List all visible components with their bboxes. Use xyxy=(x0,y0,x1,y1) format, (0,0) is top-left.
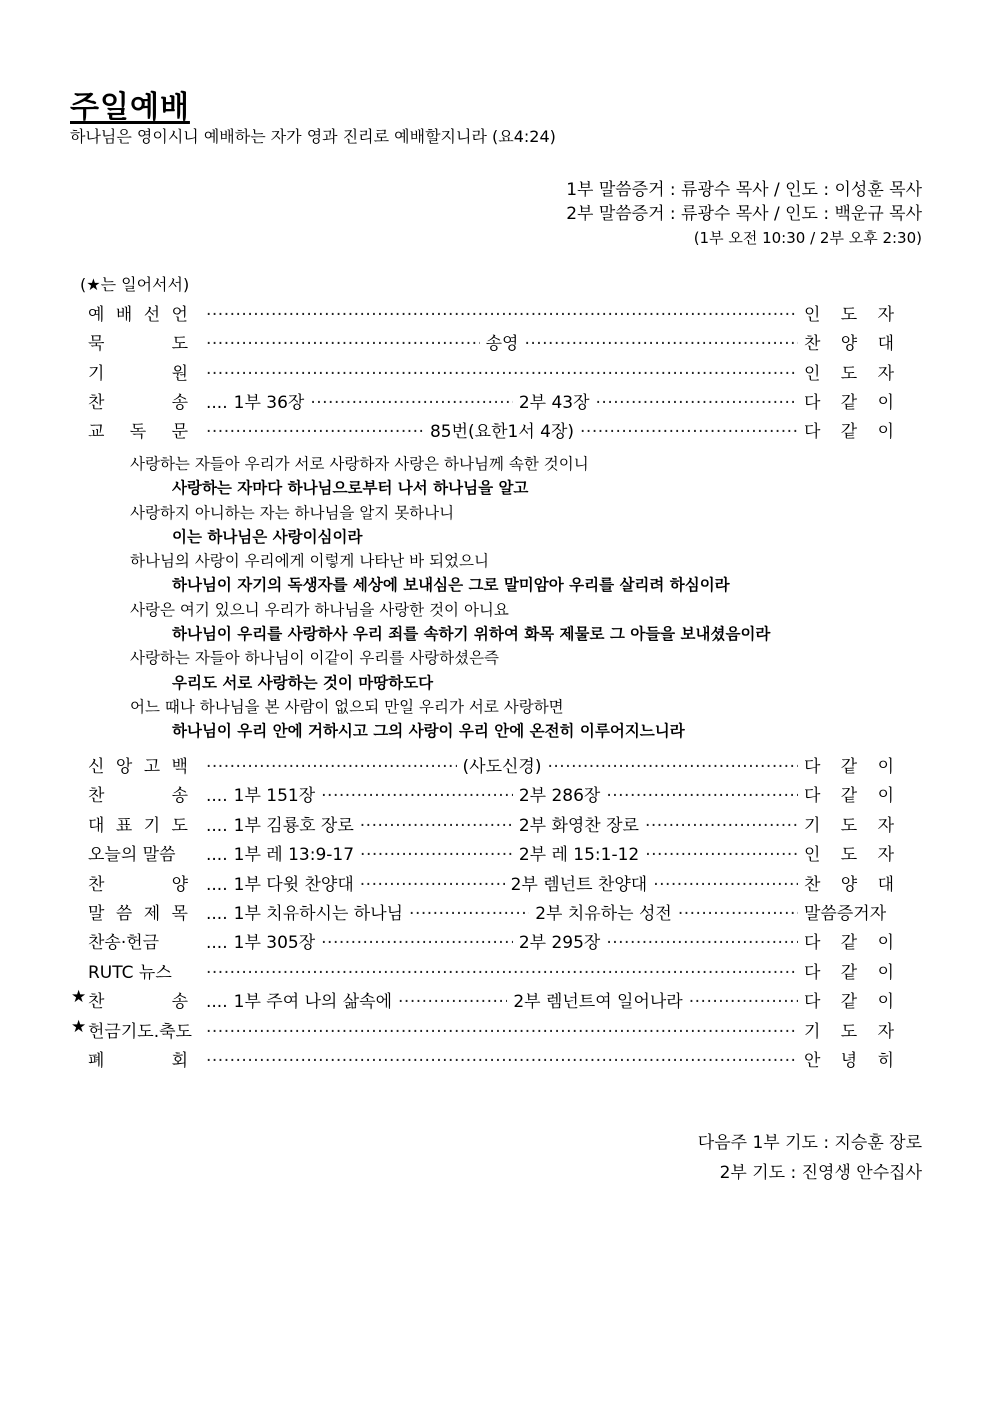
preacher-info xyxy=(566,178,922,250)
label-char: 같 xyxy=(840,422,858,443)
label-char: 이 xyxy=(877,962,894,983)
label-char: 다 xyxy=(804,786,821,807)
leader-dots xyxy=(360,875,505,895)
label-char: 이 xyxy=(877,786,894,807)
order-row xyxy=(88,840,894,869)
reading-line-leader: 사랑하는 자들아 하나님이 이같이 우리를 사랑하셨은즉 xyxy=(130,649,500,668)
order-label xyxy=(88,388,188,413)
leader-dots xyxy=(206,1051,798,1071)
order-label xyxy=(88,752,188,777)
label-char: 선 xyxy=(143,305,161,325)
order-row xyxy=(71,1016,894,1046)
label-char: 고 xyxy=(143,757,161,777)
label-char: 양 xyxy=(840,334,858,355)
order-responsible xyxy=(804,359,894,384)
label-char: 기 xyxy=(143,815,161,836)
order-label xyxy=(88,958,188,983)
service-times: (1부 오전 10:30 / 2부 오후 2:30) xyxy=(693,229,922,247)
leader-dots xyxy=(206,757,457,777)
label-char: 말 xyxy=(88,903,105,924)
order-responsible xyxy=(804,899,894,924)
order-label xyxy=(88,870,188,895)
order-row xyxy=(88,329,894,358)
label-char: 목 xyxy=(171,903,188,924)
label-char: 이 xyxy=(877,422,894,443)
star-icon: ★ xyxy=(71,987,87,1008)
leader-dots xyxy=(606,786,798,806)
label-char: 양 xyxy=(171,874,188,895)
leader-dots: .... xyxy=(206,815,228,836)
order-responsible xyxy=(804,417,894,442)
leader-dots xyxy=(360,816,513,836)
order-detail xyxy=(188,811,804,836)
leader-dots xyxy=(409,904,529,924)
label-char: 도 xyxy=(840,305,858,325)
order-part-2: (사도신경) xyxy=(462,757,542,777)
label-char: 이 xyxy=(877,933,894,954)
order-detail xyxy=(188,752,804,777)
label-char: 인 xyxy=(804,305,821,325)
order-label xyxy=(88,359,188,384)
label-char: 녕 xyxy=(840,1050,858,1071)
order-row xyxy=(88,1046,894,1075)
label-char: 기 xyxy=(804,815,821,836)
label-char: 다 xyxy=(804,992,821,1013)
order-part-1: 1부 치유하시는 하나님 xyxy=(233,903,404,924)
order-row xyxy=(88,870,894,899)
next-week-line-1: 다음주 1부 기도 : 지승훈 장로 xyxy=(697,1133,922,1153)
order-detail xyxy=(188,388,804,413)
reading-line-congregation: 이는 하나님은 사랑이심이라 xyxy=(172,527,363,546)
order-of-service-bottom xyxy=(71,752,894,1075)
leader-dots xyxy=(580,422,798,442)
order-responsible xyxy=(804,870,894,895)
label-char: 이 xyxy=(877,392,894,413)
order-detail xyxy=(188,329,804,354)
leader-dots xyxy=(596,393,798,413)
order-row xyxy=(88,300,894,329)
label-char: 이 xyxy=(877,757,894,777)
order-detail xyxy=(188,987,804,1012)
order-label xyxy=(88,1046,188,1071)
order-responsible xyxy=(804,928,894,953)
label-char: 히 xyxy=(877,1050,894,1071)
order-label xyxy=(88,811,188,836)
label-char: 찬 xyxy=(804,874,821,895)
label-char: 도 xyxy=(840,363,858,384)
order-responsible xyxy=(804,840,894,865)
reading-line-leader: 사랑하는 자들아 우리가 서로 사랑하자 사랑은 하나님께 속한 것이니 xyxy=(130,455,589,473)
order-row xyxy=(88,417,894,446)
label-char: 기 xyxy=(88,363,105,384)
label-char: 자 xyxy=(877,305,894,325)
order-part-2: 송영 xyxy=(485,334,519,355)
reading-line-leader: 하나님의 사랑이 우리에게 이렇게 나타난 바 되었으니 xyxy=(130,552,489,571)
label-char: 찬 xyxy=(88,786,105,807)
next-week-prayer xyxy=(698,1128,922,1188)
label-char: 인 xyxy=(804,845,821,866)
label-char: 찬 xyxy=(88,874,105,895)
order-label xyxy=(88,300,188,325)
reading-line-leader: 사랑하지 아니하는 자는 하나님을 알지 못하나니 xyxy=(130,503,455,522)
label-char: 송 xyxy=(171,786,188,807)
leader-dots xyxy=(678,904,798,924)
label-char: 도 xyxy=(840,1021,858,1042)
order-row xyxy=(88,811,894,840)
label-text: 헌금기도.축도 xyxy=(88,1021,192,1042)
label-char: 앙 xyxy=(115,757,133,777)
leader-dots: .... xyxy=(206,874,228,895)
label-text: 찬송·헌금 xyxy=(88,933,160,954)
label-char: 기 xyxy=(804,1021,821,1042)
reading-line-congregation: 하나님이 우리를 사랑하사 우리 죄를 속하기 위하여 화목 제물로 그 아들을 보내셨음이라 xyxy=(172,625,771,644)
order-responsible xyxy=(804,1017,894,1042)
label-char: 교 xyxy=(88,422,105,443)
order-label xyxy=(88,899,188,924)
reading-line-congregation: 우리도 서로 사랑하는 것이 마땅하도다 xyxy=(172,673,434,692)
leader-dots xyxy=(206,963,798,983)
label-char: 다 xyxy=(804,933,821,954)
preacher-line-1: 1부 말씀증거 : 류광수 목사 / 인도 : 이성훈 목사 xyxy=(566,180,922,200)
label-char: 같 xyxy=(840,392,858,413)
order-responsible xyxy=(804,987,894,1012)
order-row xyxy=(88,899,894,928)
leader-dots xyxy=(321,786,513,806)
order-label xyxy=(71,987,188,1013)
order-of-service-top xyxy=(88,300,894,446)
order-row xyxy=(88,359,894,388)
label-char: 양 xyxy=(840,874,858,895)
label-char: 신 xyxy=(88,757,105,777)
order-detail xyxy=(188,305,804,325)
label-text: 말씀증거자 xyxy=(804,903,887,924)
leader-dots xyxy=(645,845,798,865)
reading-line-leader: 어느 때나 하나님을 본 사람이 없으되 만일 우리가 서로 사랑하면 xyxy=(130,697,564,716)
order-label xyxy=(88,781,188,806)
label-char: 송 xyxy=(171,392,188,413)
label-char: 다 xyxy=(804,962,821,983)
order-responsible xyxy=(804,329,894,354)
label-char: 문 xyxy=(171,422,188,443)
order-responsible xyxy=(804,388,894,413)
label-char: 자 xyxy=(877,1021,894,1042)
leader-dots: .... xyxy=(206,845,228,866)
order-part-2: 2부 렘넌트여 일어나라 xyxy=(513,992,683,1013)
order-part-2: 2부 43장 xyxy=(518,392,590,413)
order-detail xyxy=(188,840,804,865)
order-part-1: 1부 다윗 찬양대 xyxy=(233,874,354,895)
order-detail xyxy=(188,899,804,924)
label-char: 같 xyxy=(840,992,858,1013)
order-label xyxy=(88,329,188,354)
order-row xyxy=(88,781,894,810)
label-char: 언 xyxy=(171,305,188,325)
order-detail xyxy=(188,870,804,895)
label-char: 도 xyxy=(171,815,188,836)
label-char: 대 xyxy=(877,874,894,895)
order-part-2: 2부 286장 xyxy=(518,786,601,807)
label-char: 묵 xyxy=(88,334,105,355)
order-part-2: 2부 화영찬 장로 xyxy=(518,815,639,836)
label-char: 찬 xyxy=(88,392,105,413)
label-char: 폐 xyxy=(88,1050,105,1071)
leader-dots: .... xyxy=(206,992,228,1013)
reading-line-congregation: 사랑하는 자마다 하나님으로부터 나서 하나님을 알고 xyxy=(172,479,529,498)
order-label xyxy=(88,417,188,442)
order-label xyxy=(88,928,188,953)
leader-dots xyxy=(206,334,480,354)
order-part-1: 1부 151장 xyxy=(233,786,316,807)
order-part-2: 2부 렘넌트 찬양대 xyxy=(510,874,648,895)
order-part-2: 2부 295장 xyxy=(518,933,601,954)
order-row xyxy=(88,958,894,987)
order-responsible xyxy=(804,300,894,325)
label-char: 같 xyxy=(840,933,858,954)
leader-dots xyxy=(547,757,798,777)
order-part-1: 1부 305장 xyxy=(233,933,316,954)
order-part-2: 2부 레 15:1-12 xyxy=(518,845,640,866)
preacher-line-2: 2부 말씀증거 : 류광수 목사 / 인도 : 백운규 목사 xyxy=(566,204,922,224)
label-char: 인 xyxy=(804,363,821,384)
order-part-1: 1부 김룡호 장로 xyxy=(233,815,354,836)
leader-dots: .... xyxy=(206,786,228,807)
order-part-1: 1부 레 13:9-17 xyxy=(233,845,355,866)
label-char: 찬 xyxy=(804,334,821,355)
label-char: 표 xyxy=(115,815,133,836)
order-label xyxy=(88,840,188,865)
order-detail xyxy=(188,1022,804,1042)
order-part-1: 1부 주여 나의 삶속에 xyxy=(233,992,393,1013)
label-char: 배 xyxy=(115,305,133,325)
order-responsible xyxy=(804,811,894,836)
reading-line-leader: 사랑은 여기 있으니 우리가 하나님을 사랑한 것이 아니요 xyxy=(130,600,509,619)
order-detail xyxy=(188,1051,804,1071)
label-char: 백 xyxy=(171,757,188,777)
label-char: 자 xyxy=(877,815,894,836)
leader-dots xyxy=(398,992,507,1012)
label-char: 자 xyxy=(877,845,894,866)
label-char: 회 xyxy=(171,1050,188,1071)
label-char: 다 xyxy=(804,422,821,443)
order-responsible xyxy=(804,1046,894,1071)
order-detail xyxy=(188,417,804,442)
standing-note: (★는 일어서서) xyxy=(80,275,190,294)
order-detail xyxy=(188,928,804,953)
leader-dots xyxy=(645,816,798,836)
leader-dots: .... xyxy=(206,392,228,413)
leader-dots xyxy=(206,305,798,325)
order-responsible xyxy=(804,958,894,983)
label-char: 안 xyxy=(804,1050,821,1071)
order-part-2: 2부 치유하는 성전 xyxy=(535,903,672,924)
order-detail xyxy=(188,364,804,384)
scripture-verse: 하나님은 영이시니 예배하는 자가 영과 진리로 예배할지니라 (요4:24) xyxy=(70,127,556,146)
leader-dots xyxy=(206,422,424,442)
order-detail xyxy=(188,781,804,806)
order-row xyxy=(88,752,894,781)
responsive-reading xyxy=(130,452,770,744)
label-char: 다 xyxy=(804,392,821,413)
leader-dots xyxy=(653,875,798,895)
order-row xyxy=(88,928,894,957)
leader-dots xyxy=(689,992,798,1012)
label-char: 대 xyxy=(877,334,894,355)
leader-dots xyxy=(524,334,798,354)
label-char: 송 xyxy=(171,992,188,1013)
page-title: 주일예배 xyxy=(70,90,190,125)
reading-line-congregation: 하나님이 자기의 독생자를 세상에 보내심은 그로 말미암아 우리를 살리려 하심이라 xyxy=(172,576,730,595)
label-char: 도 xyxy=(840,815,858,836)
star-icon: ★ xyxy=(71,1016,87,1037)
label-char: 독 xyxy=(129,422,147,443)
order-responsible xyxy=(804,752,894,777)
label-char: 대 xyxy=(88,815,105,836)
order-part-1: 1부 36장 xyxy=(233,392,305,413)
label-char: 예 xyxy=(88,305,105,325)
label-char: 도 xyxy=(171,334,188,355)
order-part-2: 85번(요한1서 4장) xyxy=(429,422,575,443)
label-text: 오늘의 말씀 xyxy=(88,845,176,866)
label-char: 제 xyxy=(143,903,161,924)
leader-dots xyxy=(310,393,512,413)
leader-dots xyxy=(321,933,513,953)
leader-dots xyxy=(206,1022,798,1042)
order-row xyxy=(88,388,894,417)
order-row xyxy=(71,987,894,1016)
label-char: 같 xyxy=(840,962,858,983)
reading-line-congregation: 하나님이 우리 안에 거하시고 그의 사랑이 우리 안에 온전히 이루어지느니라 xyxy=(172,722,685,741)
order-label xyxy=(71,1016,192,1042)
label-char: 씀 xyxy=(115,903,133,924)
label-char: 같 xyxy=(840,757,858,777)
leader-dots: .... xyxy=(206,903,228,924)
label-char: 찬 xyxy=(88,992,105,1013)
order-responsible xyxy=(804,781,894,806)
leader-dots xyxy=(360,845,513,865)
next-week-line-2: 2부 기도 : 진영생 안수집사 xyxy=(719,1163,922,1183)
label-char: 자 xyxy=(877,363,894,384)
label-char: 도 xyxy=(840,845,858,866)
label-char: 다 xyxy=(804,757,821,777)
label-char: 원 xyxy=(171,363,188,384)
order-detail xyxy=(188,963,804,983)
label-text: RUTC 뉴스 xyxy=(88,962,172,983)
leader-dots xyxy=(206,364,798,384)
label-char: 같 xyxy=(840,786,858,807)
leader-dots: .... xyxy=(206,933,228,954)
leader-dots xyxy=(606,933,798,953)
label-char: 이 xyxy=(877,992,894,1013)
